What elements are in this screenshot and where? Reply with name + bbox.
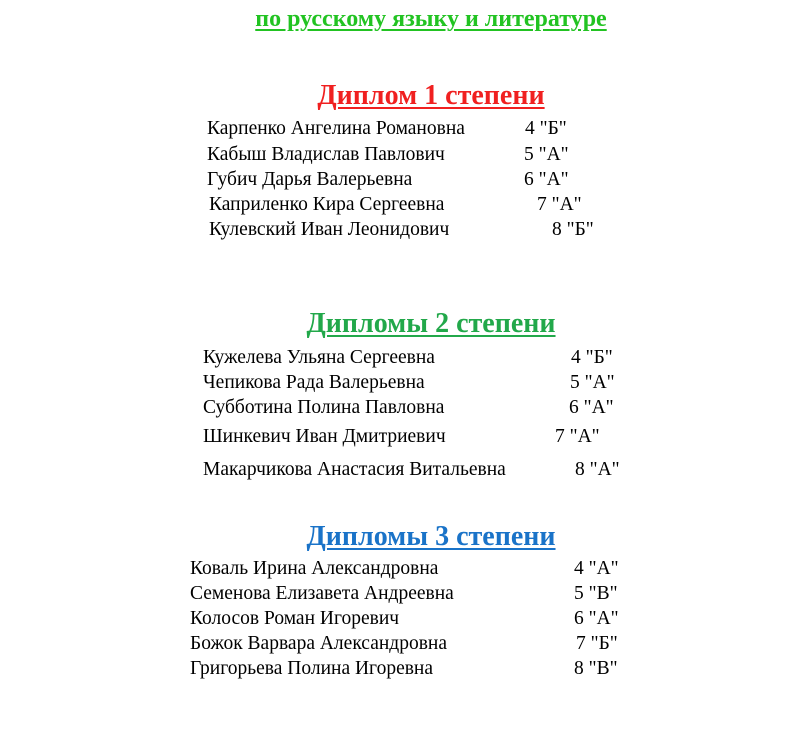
student-grade: 5 "А" xyxy=(524,144,569,165)
diploma-3-heading: Дипломы 3 степени xyxy=(306,521,556,552)
student-name: Чепикова Рада Валерьевна xyxy=(203,372,425,393)
subject-title: по русскому языку и литературе xyxy=(255,6,607,32)
student-grade: 4 "Б" xyxy=(525,118,567,139)
student-grade: 5 "В" xyxy=(574,583,618,604)
student-name: Колосов Роман Игоревич xyxy=(190,608,400,629)
student-name: Субботина Полина Павловна xyxy=(203,397,445,418)
student-name: Кабыш Владислав Павлович xyxy=(207,144,445,165)
student-name: Семенова Елизавета Андреевна xyxy=(190,583,454,604)
student-grade: 6 "А" xyxy=(524,169,569,190)
student-grade: 8 "Б" xyxy=(552,219,594,240)
student-name: Макарчикова Анастасия Витальевна xyxy=(203,459,506,480)
student-name: Григорьева Полина Игоревна xyxy=(190,658,434,679)
student-grade: 4 "Б" xyxy=(571,347,613,368)
student-grade: 8 "В" xyxy=(574,658,618,679)
student-name: Карпенко Ангелина Романовна xyxy=(207,118,465,139)
student-name: Шинкевич Иван Дмитриевич xyxy=(203,426,446,447)
student-grade: 5 "А" xyxy=(570,372,615,393)
student-grade: 8 "А" xyxy=(575,459,620,480)
student-name: Божок Варвара Александровна xyxy=(190,633,448,654)
student-grade: 7 "А" xyxy=(537,194,582,215)
student-name: Кужелева Ульяна Сергеевна xyxy=(203,347,435,368)
student-name: Кулевский Иван Леонидович xyxy=(209,219,450,240)
student-grade: 4 "А" xyxy=(574,558,619,579)
student-grade: 7 "А" xyxy=(555,426,600,447)
diploma-2-heading: Дипломы 2 степени xyxy=(306,308,556,339)
student-grade: 7 "Б" xyxy=(576,633,618,654)
diploma-1-heading: Диплом 1 степени xyxy=(317,80,545,111)
student-name: Коваль Ирина Александровна xyxy=(190,558,439,579)
student-name: Каприленко Кира Сергеевна xyxy=(209,194,445,215)
student-name: Губич Дарья Валерьевна xyxy=(207,169,413,190)
student-grade: 6 "А" xyxy=(569,397,614,418)
student-grade: 6 "А" xyxy=(574,608,619,629)
